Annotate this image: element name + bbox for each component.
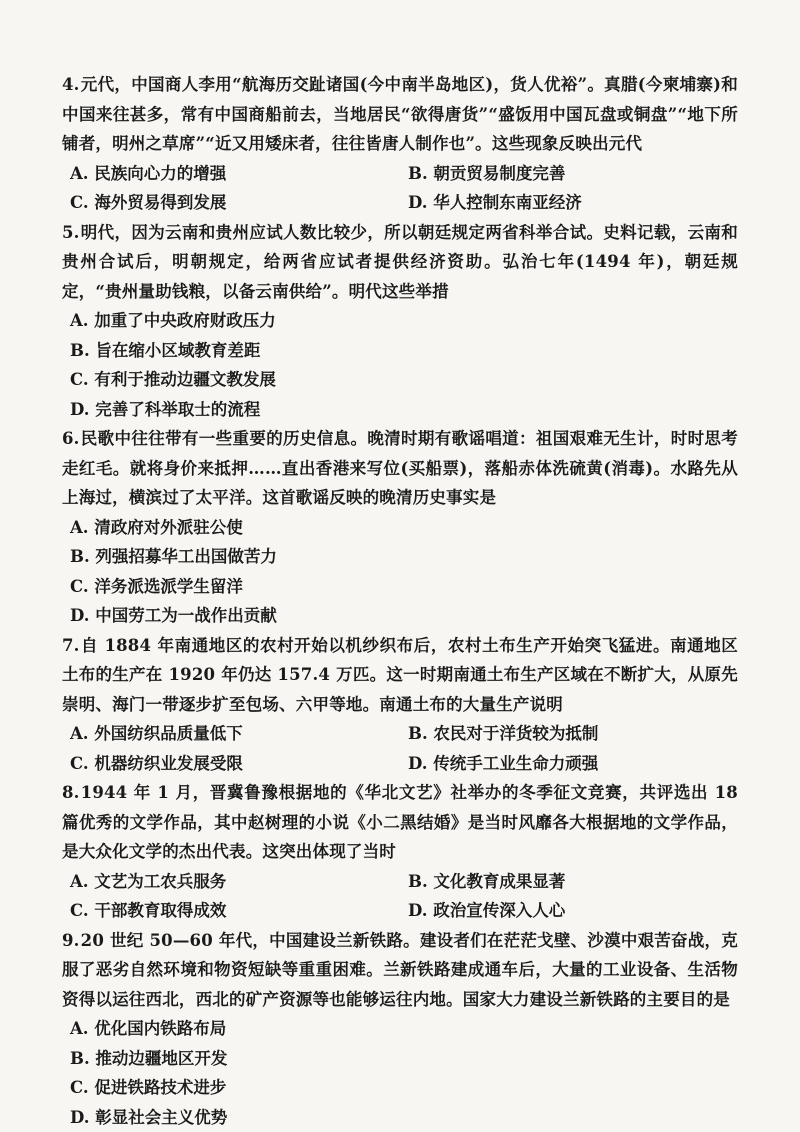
question-number: 5. [62,222,80,242]
option-row [62,749,738,779]
option-d[interactable]: D. 华人控制东南亚经济 [408,193,582,212]
question-text: 自 1884 年南通地区的农村开始以机纱织布后，农村土布生产开始突飞猛进。南通地区土布的生产在 1920 年仍达 157.4 万匹。这一时期南通土布生产区域在不断扩大，从原先崇明、海门一带逐步扩至包场、六甲等地。南通土布的大量生产说明 [62,635,738,714]
option-c[interactable]: C. 干部教育取得成效 [70,901,227,920]
option-row [62,159,738,189]
question-stem [62,926,738,1015]
question-number: 8. [62,783,80,802]
option-b[interactable]: B. 列强招募华工出国做苦力 [70,547,277,566]
option-c[interactable]: C. 机器纺织业发展受限 [70,753,243,773]
option-row [62,572,738,602]
options [62,1014,738,1132]
option-row [62,867,738,897]
option-row [62,896,738,926]
option-a[interactable]: A. 外国纺织品质量低下 [70,724,243,743]
option-row [62,513,738,543]
option-b[interactable]: B. 朝贡贸易制度完善 [408,163,566,183]
option-row [62,1044,738,1074]
option-row [62,188,738,218]
option-a[interactable]: A. 优化国内铁路布局 [70,1019,227,1038]
question-text: 1944 年 1 月，晋冀鲁豫根据地的《华北文艺》社举办的冬季征文竞赛，共评选出 18 篇优秀的文学作品，其中赵树理的小说《小二黑结婚》是当时风靡各大根据地的文学作品，是大众化文学的杰出代表。这突出体现了当时 [62,783,738,861]
option-row [62,601,738,631]
question-stem [62,778,738,867]
question-text: 20 世纪 50—60 年代，中国建设兰新铁路。建设者们在茫茫戈壁、沙漠中艰苦奋战，克服了恶劣自然环境和物资短缺等重重困难。兰新铁路建成通车后，大量的工业设备、生活物资得以运往西北，西北的矿产资源等也能够运往内地。国家大力建设兰新铁路的主要目的是 [62,930,738,1009]
option-a[interactable]: A. 文艺为工农兵服务 [70,871,227,891]
question-7 [62,631,738,779]
option-d[interactable]: D. 中国劳工为一战作出贡献 [70,606,277,625]
option-row [62,542,738,572]
option-row [62,395,738,425]
option-row [62,306,738,336]
option-c[interactable]: C. 海外贸易得到发展 [70,193,227,212]
question-stem [62,631,738,720]
question-8 [62,778,738,926]
question-number: 7. [62,635,80,655]
option-d[interactable]: D. 传统手工业生命力顽强 [408,753,599,773]
question-5 [62,218,738,425]
question-number: 6. [62,429,80,448]
question-9 [62,926,738,1132]
option-c[interactable]: C. 促进铁路技术进步 [70,1078,227,1097]
option-d[interactable]: D. 彰显社会主义优势 [70,1107,228,1127]
option-c[interactable]: C. 洋务派选派学生留洋 [70,576,243,596]
option-b[interactable]: B. 推动边疆地区开发 [70,1048,228,1068]
option-b[interactable]: B. 农民对于洋货较为抵制 [408,724,599,743]
question-number: 9. [62,930,80,950]
option-row [62,365,738,395]
options [62,513,738,631]
option-row [62,1014,738,1044]
option-d[interactable]: D. 政治宣传深入人心 [408,901,566,920]
question-text: 民歌中往往带有一些重要的历史信息。晚清时期有歌谣唱道：祖国艰难无生计，时时思考走红毛。就将身价来抵押……直出香港来写位(买船票)，落船赤体洗硫黄(消毒)。水路先从上海过，横滨过了太平洋。这首歌谣反映的晚清历史事实是 [62,429,738,507]
option-row [62,1073,738,1103]
question-4 [62,70,738,218]
question-text: 元代，中国商人李用“航海历交趾诸国(今中南半岛地区)，货人优裕”。真腊(今柬埔寨)和中国来往甚多，常有中国商船前去，当地居民“欲得唐货”“盛饭用中国瓦盘或铜盘”“地下所铺者，明州之草席”“近又用矮床者，往往皆唐人制作也”。这些现象反映出元代 [62,75,738,153]
option-c[interactable]: C. 有利于推动边疆文教发展 [70,370,276,389]
question-text: 明代，因为云南和贵州应试人数比较少，所以朝廷规定两省科举合试。史料记载，云南和贵州合试后，明朝规定，给两省应试者提供经济资助。弘治七年(1494 年)，朝廷规定，“贵州量助钱粮，以备云南供给”。明代这些举措 [62,222,738,301]
option-row [62,336,738,366]
question-stem [62,424,738,513]
options [62,719,738,778]
options [62,306,738,424]
question-6 [62,424,738,631]
question-number: 4. [62,75,80,94]
option-a[interactable]: A. 加重了中央政府财政压力 [70,311,276,330]
question-stem [62,70,738,159]
option-row [62,1103,738,1132]
option-b[interactable]: B. 文化教育成果显著 [408,871,566,891]
option-d[interactable]: D. 完善了科举取士的流程 [70,399,261,419]
option-b[interactable]: B. 旨在缩小区域教育差距 [70,340,261,360]
question-stem [62,218,738,307]
option-a[interactable]: A. 清政府对外派驻公使 [70,517,243,537]
option-a[interactable]: A. 民族向心力的增强 [70,163,227,183]
options [62,159,738,218]
option-row [62,719,738,749]
options [62,867,738,926]
